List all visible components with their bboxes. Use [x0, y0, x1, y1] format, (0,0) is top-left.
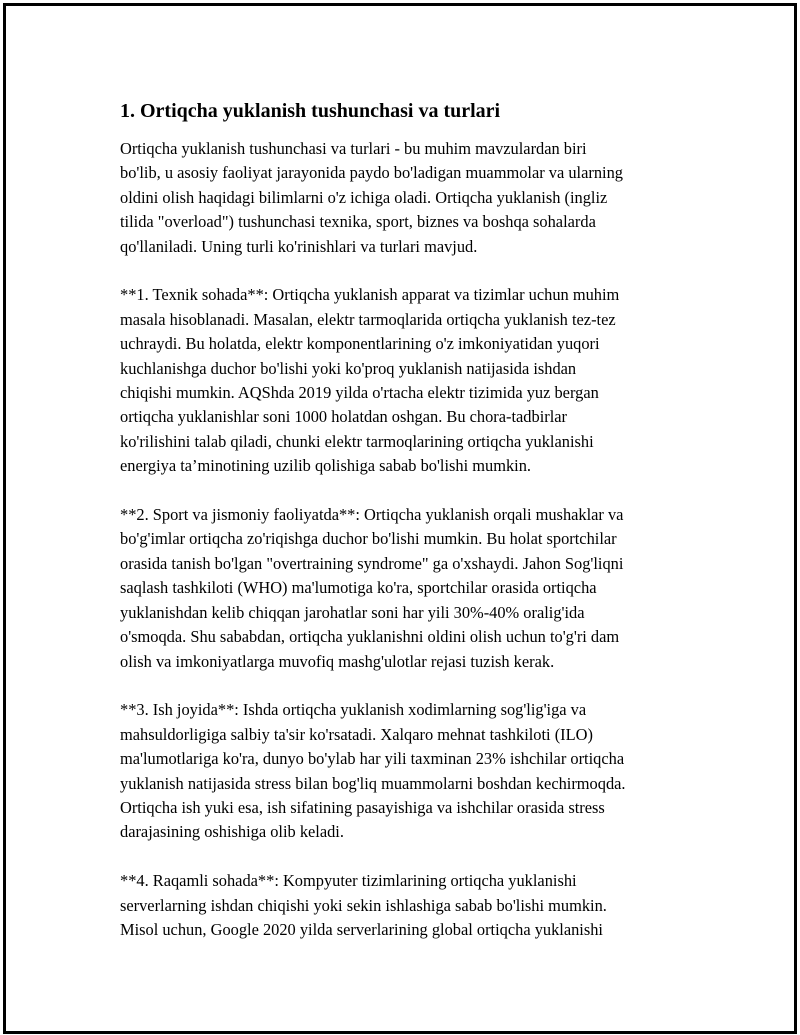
text-line: Misol uchun, Google 2020 yilda serverlarining global ortiqcha yuklanishi: [120, 919, 603, 939]
text-line: mahsuldorligiga salbiy ta'sir ko'rsatadi. Xalqaro mehnat tashkiloti (ILO): [120, 724, 593, 744]
text-line: Ortiqcha ish yuki esa, ish sifatining pasayishiga va ishchilar orasida stress: [120, 797, 605, 817]
text-line: **4. Raqamli sohada**: Kompyuter tizimlarining ortiqcha yuklanishi: [120, 871, 577, 891]
text-line: **3. Ish joyida**: Ishda ortiqcha yuklanish xodimlarning sog'lig'iga va: [120, 700, 587, 720]
paragraph-intro: [120, 137, 700, 259]
section-heading: 1. Ortiqcha yuklanish tushunchasi va turlari: [120, 100, 501, 122]
text-line: qo'llaniladi. Uning turli ko'rinishlari va turlari mavjud.: [120, 236, 478, 256]
text-line: ma'lumotlariga ko'ra, dunyo bo'ylab har yili taxminan 23% ishchilar ortiqcha: [120, 749, 625, 769]
text-line: ortiqcha yuklanishlar soni 1000 holatdan oshgan. Bu chora-tadbirlar: [120, 407, 567, 427]
text-line: bo'g'imlar ortiqcha zo'riqishga duchor bo'lishi mumkin. Bu holat sportchilar: [120, 529, 617, 549]
paragraph-workplace: [120, 698, 700, 844]
text-line: kuchlanishga duchor bo'lishi yoki ko'proq yuklanish natijasida ishdan: [120, 358, 577, 378]
paragraph-digital: [120, 869, 700, 942]
paragraph-technical: [120, 283, 700, 478]
text-line: chiqishi mumkin. AQShda 2019 yilda o'rtacha elektr tizimida yuz bergan: [120, 383, 599, 403]
text-line: darajasining oshishiga olib keladi.: [120, 822, 344, 842]
text-line: oldini olish haqidagi bilimlarni o'z ichiga oladi. Ortiqcha yuklanish (ingliz: [120, 187, 608, 207]
document-body: [120, 98, 700, 967]
text-line: saqlash tashkiloti (WHO) ma'lumotiga ko'ra, sportchilar orasida ortiqcha: [120, 578, 597, 598]
paragraph-sport: [120, 503, 700, 674]
text-line: masala hisoblanadi. Masalan, elektr tarmoqlarida ortiqcha yuklanish tez-tez: [120, 309, 616, 329]
text-line: olish va imkoniyatlarga muvofiq mashg'ulotlar rejasi tuzish kerak.: [120, 651, 555, 671]
text-line: ko'rilishini talab qiladi, chunki elektr tarmoqlarining ortiqcha yuklanishi: [120, 431, 594, 451]
text-line: energiya ta’minotining uzilib qolishiga sabab bo'lishi mumkin.: [120, 456, 531, 476]
text-line: Ortiqcha yuklanish tushunchasi va turlari - bu muhim mavzulardan biri: [120, 139, 587, 158]
text-line: serverlarning ishdan chiqishi yoki sekin ishlashiga sabab bo'lishi mumkin.: [120, 895, 607, 915]
text-line: **1. Texnik sohada**: Ortiqcha yuklanish apparat va tizimlar uchun muhim: [120, 285, 620, 305]
text-line: o'smoqda. Shu sababdan, ortiqcha yuklanishni oldini olish uchun to'g'ri dam: [120, 627, 620, 647]
text-line: yuklanish natijasida stress bilan bog'liq muammolarni boshdan kechirmoqda.: [120, 773, 626, 793]
text-line: **2. Sport va jismoniy faoliyatda**: Ortiqcha yuklanish orqali mushaklar va: [120, 505, 624, 525]
text-line: uchraydi. Bu holatda, elektr komponentlarining o'z imkoniyatidan yuqori: [120, 334, 600, 354]
text-line: yuklanishdan kelib chiqqan jarohatlar soni har yili 30%-40% oralig'ida: [120, 602, 585, 622]
text-line: orasida tanish bo'lgan "overtraining syndrome" ga o'xshaydi. Jahon Sog'liqni: [120, 553, 624, 573]
text-line: tilida "overload") tushunchasi texnika, sport, biznes va boshqa sohalarda: [120, 212, 596, 232]
document-page: [3, 3, 797, 1034]
text-line: bo'lib, u asosiy faoliyat jarayonida paydo bo'ladigan muammolar va ularning: [120, 163, 623, 183]
